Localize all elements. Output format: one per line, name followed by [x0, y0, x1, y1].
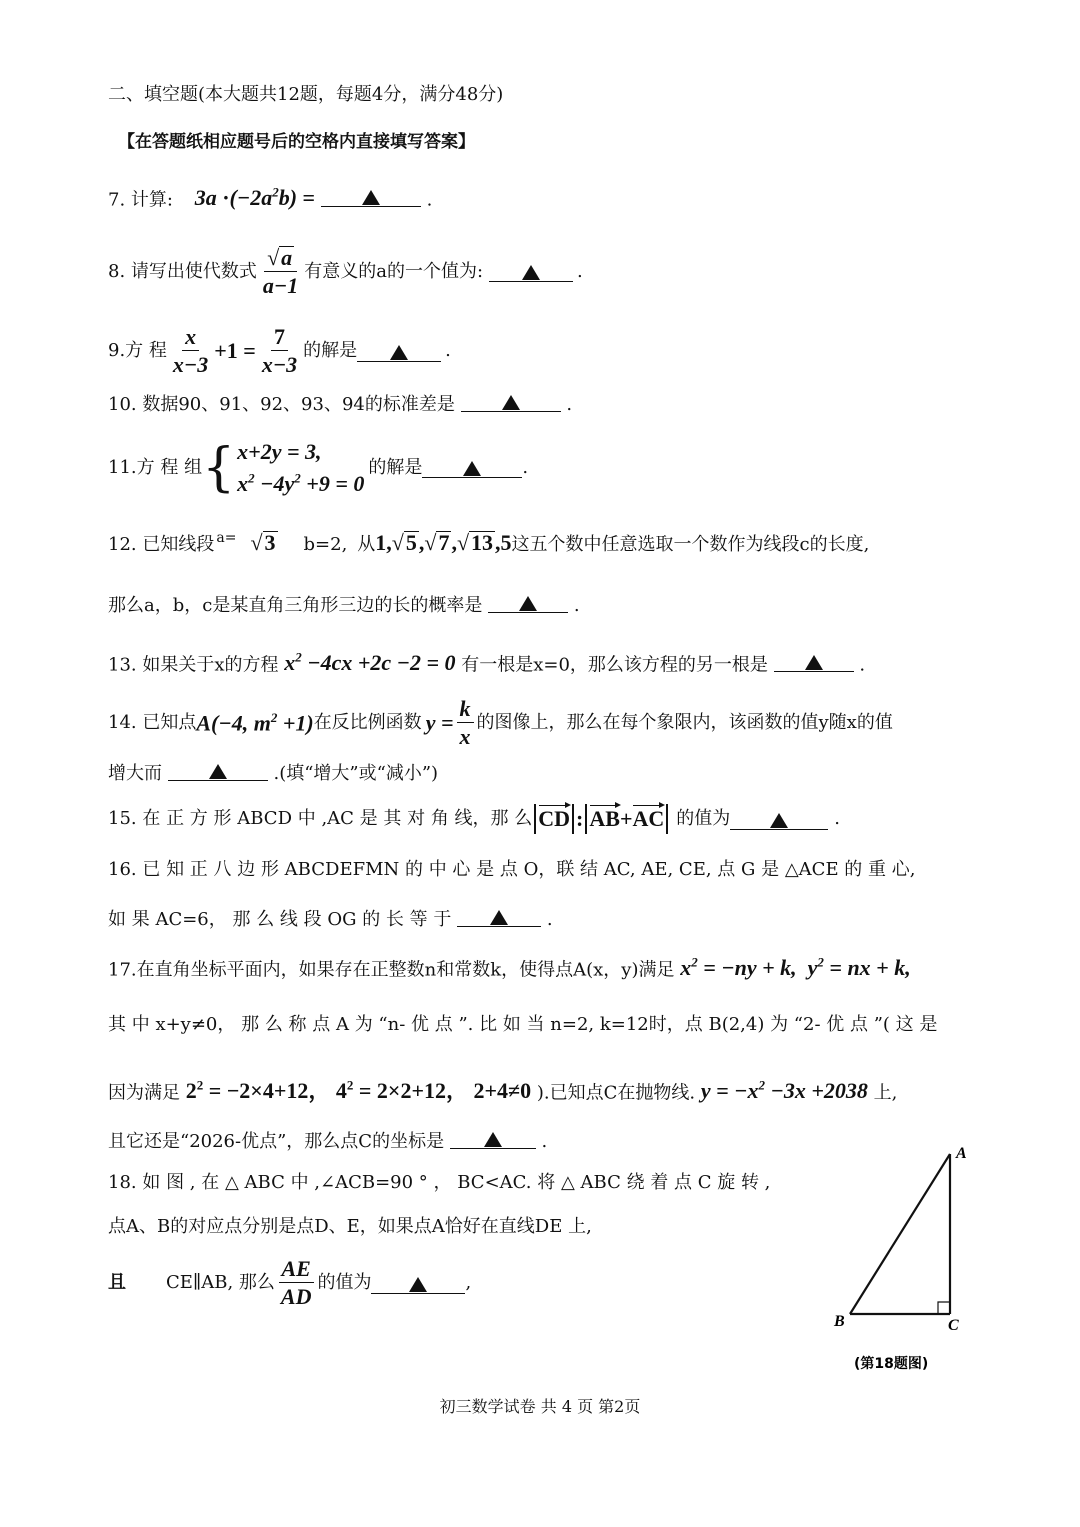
- q11-end: .: [522, 456, 529, 478]
- q17-equations: $x^2 = -ny + k$, $y^2$ = nx + k,: [680, 955, 911, 981]
- q12-a-label: a=: [216, 530, 237, 546]
- q14-answer-blank[interactable]: [168, 760, 268, 781]
- q9-label: 9.方 程: [108, 340, 167, 361]
- q17-example: $2^2 = -2\times 4+12$， $4^2 = 2\times 2+12$， 2+4≠0: [185, 1078, 532, 1104]
- q15-label: 15. 在 正 方 形 ABCD 中 ,AC 是 其 对 角 线，那 么: [108, 808, 533, 829]
- q8-mid: 有意义的a的一个值为:: [304, 260, 484, 282]
- question-14-line-2: [108, 760, 438, 783]
- q18-answer-blank[interactable]: [371, 1273, 465, 1294]
- q11-answer-blank[interactable]: [422, 457, 522, 478]
- q18-line3b: CE∥AB, 那么: [166, 1272, 275, 1293]
- q7-end: .: [426, 189, 433, 211]
- q12-sqrt3: √ 3: [250, 530, 276, 555]
- q14-label: 14. 已知点: [108, 712, 197, 733]
- q14-fraction: $\frac{k}{x}$: [457, 698, 474, 748]
- q9-plus-one: +1 =: [214, 338, 256, 363]
- q14-end: .(填“增大”或“减小”): [273, 763, 439, 784]
- q15-end: .: [834, 808, 840, 829]
- q18-end: ,: [465, 1272, 472, 1293]
- q17-line3a: 因为满足: [108, 1082, 180, 1104]
- right-angle-mark: [938, 1302, 950, 1314]
- answer-triangle-icon: [805, 655, 823, 670]
- q17-line1: 17.在直角坐标平面内，如果存在正整数n和常数k，使得点A(x，y)满足: [108, 959, 675, 981]
- q8-fraction: √ a a−1: [262, 245, 299, 298]
- answer-triangle-icon: [390, 345, 408, 360]
- q9-fraction-right: $\frac{7}{x-3}$: [261, 324, 298, 377]
- q12-b-label: b=2,: [303, 534, 348, 555]
- q14-line2: 增大而: [108, 763, 162, 784]
- question-16-line-1: 16. 已 知 正 八 边 形 ABCDEFMN 的 中 心 是 点 O，联 结 AC, AE, CE, 点 G 是 △ACE 的 重 心,: [108, 859, 916, 880]
- question-13: [108, 651, 865, 674]
- q16-end: .: [546, 909, 553, 930]
- question-18-line-1: 18. 如 图 , 在 △ ABC 中 ,∠ACB=90 ° ， BC<AC. 将 △ ABC 绕 着 点 C 旋 转 ,: [108, 1172, 771, 1193]
- question-8: [108, 246, 583, 297]
- question-18-line-2: 点A、B的对应点分别是点D、E，如果点A恰好在直线DE 上,: [108, 1216, 592, 1237]
- question-7: [108, 186, 432, 209]
- q14-mid2: 的图像上，那么在每个象限内，该函数的值y随x的值: [476, 712, 893, 733]
- q7-answer-blank[interactable]: [321, 186, 421, 207]
- q14-point: A(−4, $m^2 +1$): [196, 710, 314, 736]
- question-10: [108, 391, 572, 414]
- q11-mid: 的解是: [368, 456, 423, 478]
- q11-system: x+2y = 3, $x^2 -4y^2 +9 = 0$: [237, 439, 365, 496]
- q10-end: .: [566, 394, 573, 415]
- q15-mid: 的值为: [676, 808, 731, 829]
- q8-label: 8. 请写出使代数式: [108, 260, 257, 282]
- question-9: [108, 326, 451, 376]
- q17-answer-blank[interactable]: [450, 1128, 536, 1149]
- vertex-b-label: B: [834, 1313, 845, 1330]
- question-15: [108, 804, 840, 834]
- q14-function: y =: [425, 710, 454, 735]
- answer-triangle-icon: [362, 190, 380, 205]
- q17-line4: 且它还是“2026-优点”，那么点C的坐标是: [108, 1131, 445, 1152]
- q11-label: 11.方 程 组: [108, 456, 203, 478]
- q13-equation: $x^2 -4cx +2c -2 = 0$: [284, 650, 456, 676]
- question-12-line-2: [108, 592, 580, 615]
- answer-triangle-icon: [490, 910, 508, 925]
- q16-answer-blank[interactable]: [457, 906, 541, 927]
- question-18-line-3: [108, 1258, 471, 1308]
- q16-line2: 如 果 AC=6， 那 么 线 段 OG 的 长 等 于: [108, 909, 452, 930]
- q15-vector-ratio: CD : AB + AC: [532, 804, 670, 834]
- answer-triangle-icon: [519, 596, 537, 611]
- question-14-line-1: [108, 698, 893, 748]
- answer-triangle-icon: [522, 265, 540, 280]
- section-title: 二、填空题(本大题共12题，每题4分，满分48分): [108, 84, 504, 105]
- q17-line3b: ).已知点C在抛物线.: [536, 1082, 696, 1104]
- q7-expression: $3a \cdot(-2a^2b)$ =: [194, 185, 316, 211]
- q12-from: 从: [357, 534, 376, 555]
- q18-mid: 的值为: [317, 1272, 372, 1293]
- vertex-a-label: A: [956, 1145, 967, 1162]
- answer-triangle-icon: [409, 1277, 427, 1292]
- side-ab: [850, 1154, 950, 1314]
- q13-label: 13. 如果关于x的方程: [108, 654, 279, 676]
- q9-answer-blank[interactable]: [357, 341, 441, 362]
- q14-mid1: 在反比例函数: [313, 712, 422, 733]
- q13-end: .: [859, 654, 866, 676]
- q18-line3a: 且: [108, 1272, 126, 1293]
- q17-line3c: 上,: [873, 1082, 898, 1104]
- q15-answer-blank[interactable]: [730, 809, 828, 830]
- question-17-line-1: [108, 956, 911, 979]
- page-footer: 初三数学试卷 共 4 页 第2页: [439, 1397, 641, 1416]
- q18-fraction: $\frac{AE}{AD}$: [278, 1258, 315, 1308]
- q12-label: 12. 已知线段: [108, 534, 215, 555]
- question-12-line-1: [108, 531, 869, 554]
- q9-fraction-left: $\frac{x}{x-3}$: [172, 324, 209, 377]
- q9-end: .: [445, 340, 451, 361]
- q13-mid: 有一根是x=0，那么该方程的另一根是: [461, 654, 768, 676]
- question-16-line-2: [108, 906, 553, 929]
- question-17-line-3: [108, 1079, 897, 1102]
- vertex-c-label: C: [948, 1317, 959, 1334]
- q11-brace: {: [202, 437, 236, 498]
- answer-triangle-icon: [209, 764, 227, 779]
- q10-text: 10. 数据90、91、92、93、94的标准差是: [108, 394, 455, 415]
- q12-line2: 那么a，b，c是某直角三角形三边的长的概率是: [108, 595, 483, 616]
- figure-caption: (第18题图): [854, 1356, 929, 1372]
- q8-end: .: [577, 260, 583, 282]
- instruction: 【在答题纸相应题号后的空格内直接填写答案】: [118, 132, 475, 152]
- question-11: [108, 436, 528, 500]
- q7-label: 7. 计算:: [108, 189, 173, 211]
- q12-end: .: [573, 595, 580, 616]
- q12-answer-blank[interactable]: [488, 592, 568, 613]
- q13-answer-blank[interactable]: [774, 651, 854, 672]
- q9-mid: 的解是: [303, 340, 358, 361]
- answer-triangle-icon: [484, 1132, 502, 1147]
- answer-triangle-icon: [502, 395, 520, 410]
- triangle-figure: [820, 1140, 980, 1380]
- q12-number-list: 1,√ 5 ,√ 7 ,√ 13 ,5: [375, 530, 512, 555]
- q17-end: .: [541, 1131, 548, 1152]
- question-17-line-4: [108, 1128, 547, 1151]
- answer-triangle-icon: [770, 813, 788, 828]
- question-17-line-2: 其 中 x+y≠0， 那 么 称 点 A 为 “n- 优 点 ”. 比 如 当 n=2, k=12时，点 B(2,4) 为 “2- 优 点 ”( 这 是: [108, 1014, 938, 1035]
- q17-parabola: $y = -x^2 -3x +2038$: [700, 1078, 868, 1104]
- q12-mid: 这五个数中任意选取一个数作为线段c的长度,: [511, 534, 870, 555]
- answer-triangle-icon: [463, 461, 481, 476]
- q8-answer-blank[interactable]: [489, 261, 573, 282]
- q10-answer-blank[interactable]: [461, 391, 561, 412]
